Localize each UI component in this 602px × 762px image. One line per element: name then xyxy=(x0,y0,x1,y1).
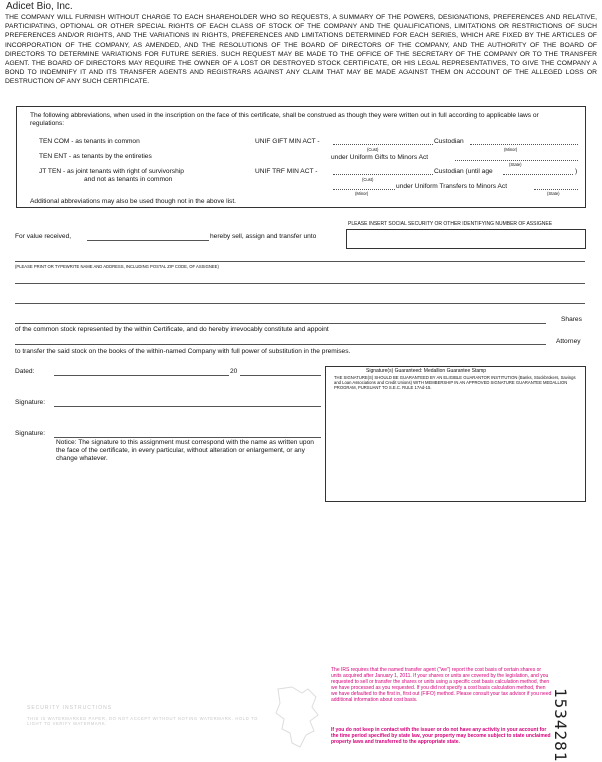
ten-ent-label: TEN ENT - as tenants by the entireties xyxy=(39,153,152,160)
print-name-caption: (PLEASE PRINT OR TYPEWRITE NAME AND ADDRESS, INCLUDING POSTAL ZIP CODE, OF ASSIGNEE) xyxy=(15,264,219,269)
additional-abbrev-note: Additional abbreviations may also be used though not in the above list. xyxy=(30,198,237,205)
trf-minor-line[interactable] xyxy=(333,189,395,190)
unif-gift-label: UNIF GIFT MIN ACT - xyxy=(255,138,320,145)
signature-line-2[interactable] xyxy=(54,437,321,438)
trf-paren-close: ) xyxy=(575,168,578,175)
signature-label-2: Signature: xyxy=(15,430,46,437)
value-received-text: For value received, xyxy=(15,233,72,240)
signature-label-1: Signature: xyxy=(15,399,46,406)
year-prefix: 20 xyxy=(230,368,238,375)
serial-number: 1534281 xyxy=(551,688,570,762)
trf-age-line[interactable] xyxy=(503,174,573,175)
assignee-line-2[interactable] xyxy=(15,283,585,284)
trf-custodian-until-text: Custodian (until age xyxy=(434,168,493,175)
hereby-sell-text: hereby sell, assign and transfer unto xyxy=(210,233,317,240)
year-line[interactable] xyxy=(240,375,321,376)
signature-notice: Notice: The signature to this assignment must correspond with the name as written upon the face of the certificate, in every particular, without alteration or enlargement, or any change whatever. xyxy=(56,439,314,462)
signature-line-1[interactable] xyxy=(54,406,321,407)
attorney-label: Attorney xyxy=(556,338,581,345)
gift-custodian-text: Custodian xyxy=(434,138,464,145)
trf-minor-caption: (Minor) xyxy=(355,191,369,196)
under-transfers-text: under Uniform Transfers to Minors Act xyxy=(396,183,508,190)
abbreviations-intro: The following abbreviations, when used in the inscription on the face of this certificate, shall be construed as though they were written out in full according to applicable laws or regulations: xyxy=(30,112,539,127)
dated-label: Dated: xyxy=(15,368,35,375)
under-gifts-text: under Uniform Gifts to Minors Act xyxy=(331,154,429,161)
security-body: THIS IS WATERMARKED PAPER, DO NOT ACCEPT WITHOUT NOTING WATERMARK. HOLD TO LIGHT TO VERIFY WATERMARK. xyxy=(27,716,258,726)
gift-state-line[interactable] xyxy=(455,160,578,161)
jt-ten-label: JT TEN - as joint tenants with right of survivorship xyxy=(39,168,184,175)
attorney-line[interactable] xyxy=(15,344,546,345)
gift-custodian-line[interactable] xyxy=(333,144,433,145)
medallion-guarantee-box[interactable] xyxy=(325,366,586,502)
date-line[interactable] xyxy=(54,375,229,376)
irs-cost-basis-notice: The IRS requires that the named transfer agent ("we") report the cost basis of certain shares or units acquired after January 1, 2011. If your shares or units are covered by the legislation, and you requested to sell or transfer the shares or units using a specific cost basis calculation method, then we have processed as you requested. If you did not specify a cost basis calculation method, then we have defaulted to the first in, first out (FIFO) method. Please consult your tax advisor if you need additional information about cost basis. xyxy=(331,667,552,703)
assignee-line-1[interactable] xyxy=(15,261,585,262)
shares-line[interactable] xyxy=(15,323,546,324)
to-transfer-text: to transfer the said stock on the books of the within-named Company with full power of substitution in the premises. xyxy=(15,348,351,355)
trf-cust-caption: (Cust) xyxy=(362,177,374,182)
gift-state-caption: (State) xyxy=(509,162,522,167)
map-watermark-icon xyxy=(272,685,322,755)
seller-name-line[interactable] xyxy=(87,240,209,241)
trf-custodian-line[interactable] xyxy=(333,174,433,175)
unif-trf-label: UNIF TRF MIN ACT - xyxy=(255,168,318,175)
ssn-label: PLEASE INSERT SOCIAL SECURITY OR OTHER IDENTIFYING NUMBER OF ASSIGNEE xyxy=(348,221,553,227)
gift-cust-caption: (Cust) xyxy=(367,147,379,152)
assignee-line-3[interactable] xyxy=(15,303,585,304)
abbreviations-box xyxy=(16,106,586,208)
gift-minor-line[interactable] xyxy=(470,144,578,145)
trf-state-caption: (State) xyxy=(547,191,560,196)
ssn-input-box[interactable] xyxy=(346,229,586,249)
common-stock-text: of the common stock represented by the within Certificate, and do hereby irrevocably constitute and appoint xyxy=(15,326,329,333)
jt-ten-label-cont: and not as tenants in common xyxy=(84,176,173,183)
ten-com-label: TEN COM - as tenants in common xyxy=(39,138,140,145)
notice-paragraph: THE COMPANY WILL FURNISH WITHOUT CHARGE TO EACH SHAREHOLDER WHO SO REQUESTS, A SUMMARY OF THE POWERS, DESIGNATIONS, PREFERENCES AND RELATIVE, PARTICIPATING, OPTIONAL OR OTHER SPECIAL RIGHTS OF EACH CLASS OF STOCK OF THE COMPANY AND THE QUALIFICATIONS, LIMITATIONS OR RESTRICTIONS OF SUCH PREFERENCES AND/OR RIGHTS, AND THE VARIATIONS IN RIGHTS, PREFERENCES AND LIMITATIONS DETERMINED FOR EACH SERIES, WHICH ARE FIXED BY THE ARTICLES OF INCORPORATION OF THE COMPANY, AS AMENDED, AND THE RESOLUTIONS OF THE BOARD OF DIRECTORS OF THE COMPANY, AND THE AUTHORITY OF THE BOARD OF DIRECTORS TO DETERMINE VARIATIONS FOR FUTURE SERIES. SUCH REQUEST MAY BE MADE TO THE OFFICE OF THE SECRETARY OF THE COMPANY OR TO THE TRANSFER AGENT. THE BOARD OF DIRECTORS MAY REQUIRE THE OWNER OF A LOST OR DESTROYED STOCK CERTIFICATE, OR HIS LEGAL REPRESENTATIVES, TO GIVE THE COMPANY A BOND TO INDEMNIFY IT AND ITS TRANSFER AGENTS AND REGISTRARS AGAINST ANY CLAIM THAT MAY BE MADE AGAINST THEM ON ACCOUNT OF THE ALLEGED LOSS OR DESTRUCTION OF ANY SUCH CERTIFICATE. xyxy=(5,14,597,86)
guarantee-heading: Signature(s) Guaranteed: Medallion Guarantee Stamp xyxy=(366,368,487,374)
shares-label: Shares xyxy=(561,316,582,323)
unclaimed-property-notice: If you do not keep in contact with the issuer or do not have any activity in your account for the time period specified by state law, your property may become subject to state unclaimed property laws and transferred to the appropriate state. xyxy=(331,727,551,745)
company-name: Adicet Bio, Inc. xyxy=(6,1,73,12)
guarantee-body: THE SIGNATURE(S) SHOULD BE GUARANTEED BY AN ELIGIBLE GUARANTOR INSTITUTION (Banks, Stockbrokers, Savings and Loan Associations and Credit Unions) WITH MEMBERSHIP IN AN APPROVED SIGNATURE GUARANTEE MEDALLION PROGRAM, PURSUANT TO S.E.C. RULE 17Ad-15. xyxy=(334,375,576,390)
security-heading: SECURITY INSTRUCTIONS xyxy=(27,705,113,711)
gift-minor-caption: (Minor) xyxy=(504,147,518,152)
trf-state-line[interactable] xyxy=(534,189,578,190)
